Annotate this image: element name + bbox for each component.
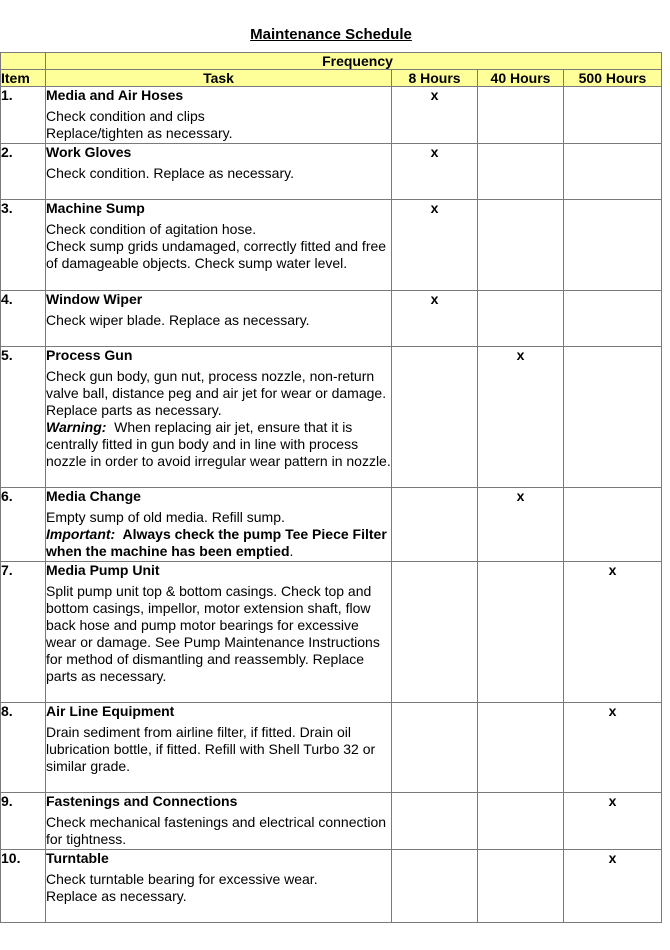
header-task: Task xyxy=(46,70,392,87)
task-description xyxy=(46,871,391,905)
task-title: Window Wiper xyxy=(46,291,143,307)
frequency-40-hours-mark xyxy=(478,87,564,144)
frequency-40-hours-mark xyxy=(478,703,564,793)
frequency-500-hours-mark xyxy=(564,347,662,488)
description-line: Replace as necessary. xyxy=(46,888,187,904)
table-row xyxy=(1,488,662,562)
frequency-40-hours-mark: x xyxy=(478,347,564,488)
table-row xyxy=(1,200,662,291)
frequency-8-hours-mark: x xyxy=(392,87,478,144)
task-cell xyxy=(46,291,392,347)
task-title: Media and Air Hoses xyxy=(46,87,184,103)
table-row xyxy=(1,703,662,793)
frequency-500-hours-mark xyxy=(564,291,662,347)
table-row xyxy=(1,850,662,923)
description-line: Check sump grids undamaged, correctly fitted and free of damageable objects. Check sump water level. xyxy=(46,238,387,271)
task-description xyxy=(46,509,391,560)
table-row xyxy=(1,291,662,347)
task-cell xyxy=(46,200,392,291)
frequency-8-hours-mark: x xyxy=(392,144,478,200)
frequency-8-hours-mark xyxy=(392,793,478,850)
table-row xyxy=(1,144,662,200)
header-500-hours: 500 Hours xyxy=(564,70,662,87)
frequency-500-hours-mark: x xyxy=(564,562,662,703)
header-item: Item xyxy=(1,70,46,87)
description-line: Split pump unit top & bottom casings. Check top and bottom casings, impellor, motor extension shaft, flow back hose and pump motor bearings for excessive wear or damage. See Pump Maintenance Instructions for method of dismantling and reassembly. Replace parts as necessary. xyxy=(46,583,380,684)
task-title: Fastenings and Connections xyxy=(46,793,238,809)
header-40-hours: 40 Hours xyxy=(478,70,564,87)
frequency-40-hours-mark xyxy=(478,144,564,200)
task-description xyxy=(46,583,391,685)
header-row-group xyxy=(1,53,662,70)
header-frequency: Frequency xyxy=(46,53,662,70)
frequency-8-hours-mark xyxy=(392,562,478,703)
item-number: 10. xyxy=(1,850,46,923)
task-title: Media Pump Unit xyxy=(46,562,160,578)
header-8-hours: 8 Hours xyxy=(392,70,478,87)
task-description xyxy=(46,221,391,272)
description-line: Check turntable bearing for excessive wear. xyxy=(46,871,318,887)
task-cell xyxy=(46,703,392,793)
table-row xyxy=(1,562,662,703)
frequency-8-hours-mark xyxy=(392,488,478,562)
item-number: 8. xyxy=(1,703,46,793)
task-title: Process Gun xyxy=(46,347,133,363)
frequency-40-hours-mark xyxy=(478,291,564,347)
task-title: Machine Sump xyxy=(46,200,145,216)
item-number: 9. xyxy=(1,793,46,850)
item-number: 6. xyxy=(1,488,46,562)
document-title: Maintenance Schedule xyxy=(250,26,412,43)
frequency-500-hours-mark: x xyxy=(564,850,662,923)
frequency-40-hours-mark xyxy=(478,200,564,291)
task-cell xyxy=(46,144,392,200)
task-description xyxy=(46,368,391,470)
frequency-500-hours-mark xyxy=(564,200,662,291)
table-row xyxy=(1,347,662,488)
frequency-40-hours-mark xyxy=(478,850,564,923)
description-line: Check wiper blade. Replace as necessary. xyxy=(46,312,310,328)
item-number: 1. xyxy=(1,87,46,144)
task-cell xyxy=(46,850,392,923)
description-line: Check mechanical fastenings and electrical connection for tightness. xyxy=(46,814,387,847)
note-label: Warning: xyxy=(46,419,107,435)
item-number: 3. xyxy=(1,200,46,291)
header-row-columns xyxy=(1,70,662,87)
description-line: Check gun body, gun nut, process nozzle, non-return valve ball, distance peg and air jet for wear or damage. Replace parts as necessary. xyxy=(46,368,387,418)
table-row xyxy=(1,87,662,144)
note-label: Important: xyxy=(46,526,116,542)
description-line: Check condition and clips xyxy=(46,108,205,124)
frequency-8-hours-mark xyxy=(392,703,478,793)
frequency-8-hours-mark: x xyxy=(392,200,478,291)
task-description xyxy=(46,724,391,775)
frequency-40-hours-mark: x xyxy=(478,488,564,562)
table-row xyxy=(1,793,662,850)
task-cell xyxy=(46,562,392,703)
header-blank-cell xyxy=(1,53,46,70)
task-cell xyxy=(46,87,392,144)
item-number: 5. xyxy=(1,347,46,488)
description-line: Empty sump of old media. Refill sump. xyxy=(46,509,285,525)
item-number: 4. xyxy=(1,291,46,347)
task-description xyxy=(46,814,391,848)
frequency-8-hours-mark: x xyxy=(392,291,478,347)
note-text: When replacing air jet, ensure that it is centrally fitted in gun body and in line with process nozzle in order to avoid irregular wear pattern in nozzle. xyxy=(46,419,391,469)
frequency-40-hours-mark xyxy=(478,793,564,850)
frequency-500-hours-mark xyxy=(564,87,662,144)
task-cell xyxy=(46,488,392,562)
frequency-8-hours-mark xyxy=(392,850,478,923)
frequency-8-hours-mark xyxy=(392,347,478,488)
task-description xyxy=(46,165,391,182)
frequency-500-hours-mark: x xyxy=(564,703,662,793)
task-title: Media Change xyxy=(46,488,141,504)
description-line: Drain sediment from airline filter, if fitted. Drain oil lubrication bottle, if fitted. Refill with Shell Turbo 32 or similar grade. xyxy=(46,724,376,774)
description-line: Check condition of agitation hose. xyxy=(46,221,257,237)
task-description xyxy=(46,312,391,329)
maintenance-schedule-table xyxy=(0,52,662,923)
frequency-500-hours-mark xyxy=(564,144,662,200)
item-number: 2. xyxy=(1,144,46,200)
note-end: . xyxy=(289,543,294,559)
task-cell xyxy=(46,793,392,850)
task-title: Turntable xyxy=(46,850,109,866)
description-line: Check condition. Replace as necessary. xyxy=(46,165,294,181)
frequency-500-hours-mark: x xyxy=(564,793,662,850)
description-line: Replace/tighten as necessary. xyxy=(46,125,233,141)
item-number: 7. xyxy=(1,562,46,703)
task-title: Air Line Equipment xyxy=(46,703,175,719)
task-title: Work Gloves xyxy=(46,144,132,160)
task-description xyxy=(46,108,391,142)
frequency-500-hours-mark xyxy=(564,488,662,562)
task-cell xyxy=(46,347,392,488)
frequency-40-hours-mark xyxy=(478,562,564,703)
note-text: Always check the pump Tee Piece Filter when the machine has been emptied xyxy=(46,526,391,559)
